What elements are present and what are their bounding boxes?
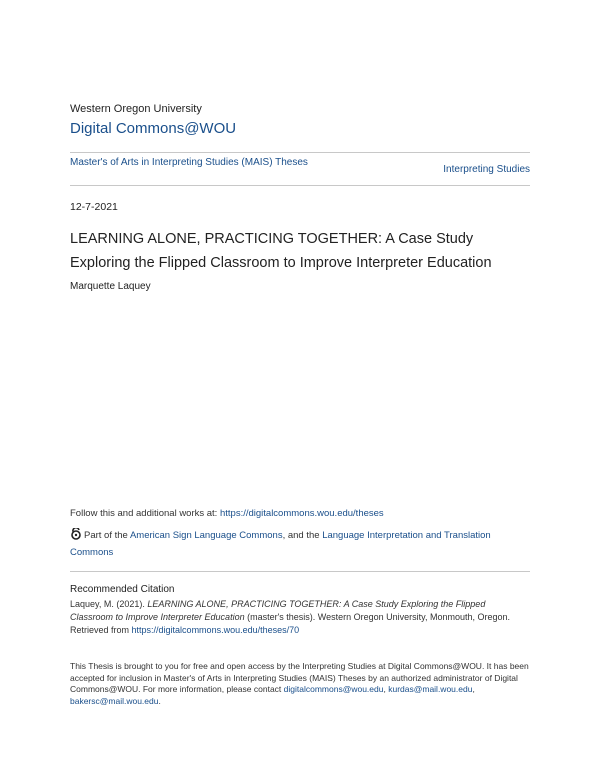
collection-series-link[interactable]: Master's of Arts in Interpreting Studies (MAIS) Theses [70,157,308,168]
notice-end: . [158,695,161,706]
part-of-prefix: Part of the [84,530,130,541]
notice-separator: , [472,684,475,694]
document-title: LEARNING ALONE, PRACTICING TOGETHER: A Case Study Exploring the Flipped Classroom to Improve Interpreter Education [70,231,492,271]
email-digitalcommons-link[interactable]: digitalcommons@wou.edu [283,684,384,694]
divider-top [70,152,530,153]
repository-link[interactable]: Digital Commons@WOU [70,120,237,137]
citation-author-year: Laquey, M. (2021). [70,599,148,609]
institution-name: Western Oregon University [70,103,202,115]
part-of-line [70,527,530,561]
divider-bottom [70,571,530,572]
theses-collection-link[interactable]: https://digitalcommons.wou.edu/theses [219,508,384,519]
email-bakersc-link[interactable]: bakersc@mail.wou.edu [70,695,159,706]
discipline-link[interactable]: Interpreting Studies [443,164,530,175]
document-date: 12-7-2021 [70,201,118,213]
citation-text [70,598,530,637]
part-of-middle: , and the [282,530,323,541]
open-access-icon [70,528,82,540]
access-notice [70,661,530,707]
citation-url-link[interactable]: https://digitalcommons.wou.edu/theses/70 [131,625,300,635]
citation-title: LEARNING ALONE, PRACTICING TOGETHER: A Case Study Exploring the Flipped Classroom to Improve Interpreter Education [70,599,486,622]
citation-rest: (master's thesis). Western Oregon University, Monmouth, Oregon. Retrieved from [70,612,511,635]
cover-page [70,0,530,776]
notice-text: This Thesis is brought to you for free and open access by the Interpreting Studies at Digital Commons@WOU. It has been accepted for inclusion in Master's of Arts in Interpreting Studies (MAIS) Theses by an authorized administrator of Digital Commons@WOU. For more information, please contact [70,661,529,694]
notice-separator: , [383,684,389,694]
divider-middle [70,185,530,186]
language-interpretation-commons-link[interactable]: Language Interpretation and Translation Commons [70,530,491,558]
email-kurdas-link[interactable]: kurdas@mail.wou.edu [388,684,473,694]
citation-heading: Recommended Citation [70,584,175,595]
document-author: Marquette Laquey [70,281,151,292]
follow-line [70,508,384,519]
asl-commons-link[interactable]: American Sign Language Commons [129,530,283,541]
follow-prefix: Follow this and additional works at: [70,508,220,519]
